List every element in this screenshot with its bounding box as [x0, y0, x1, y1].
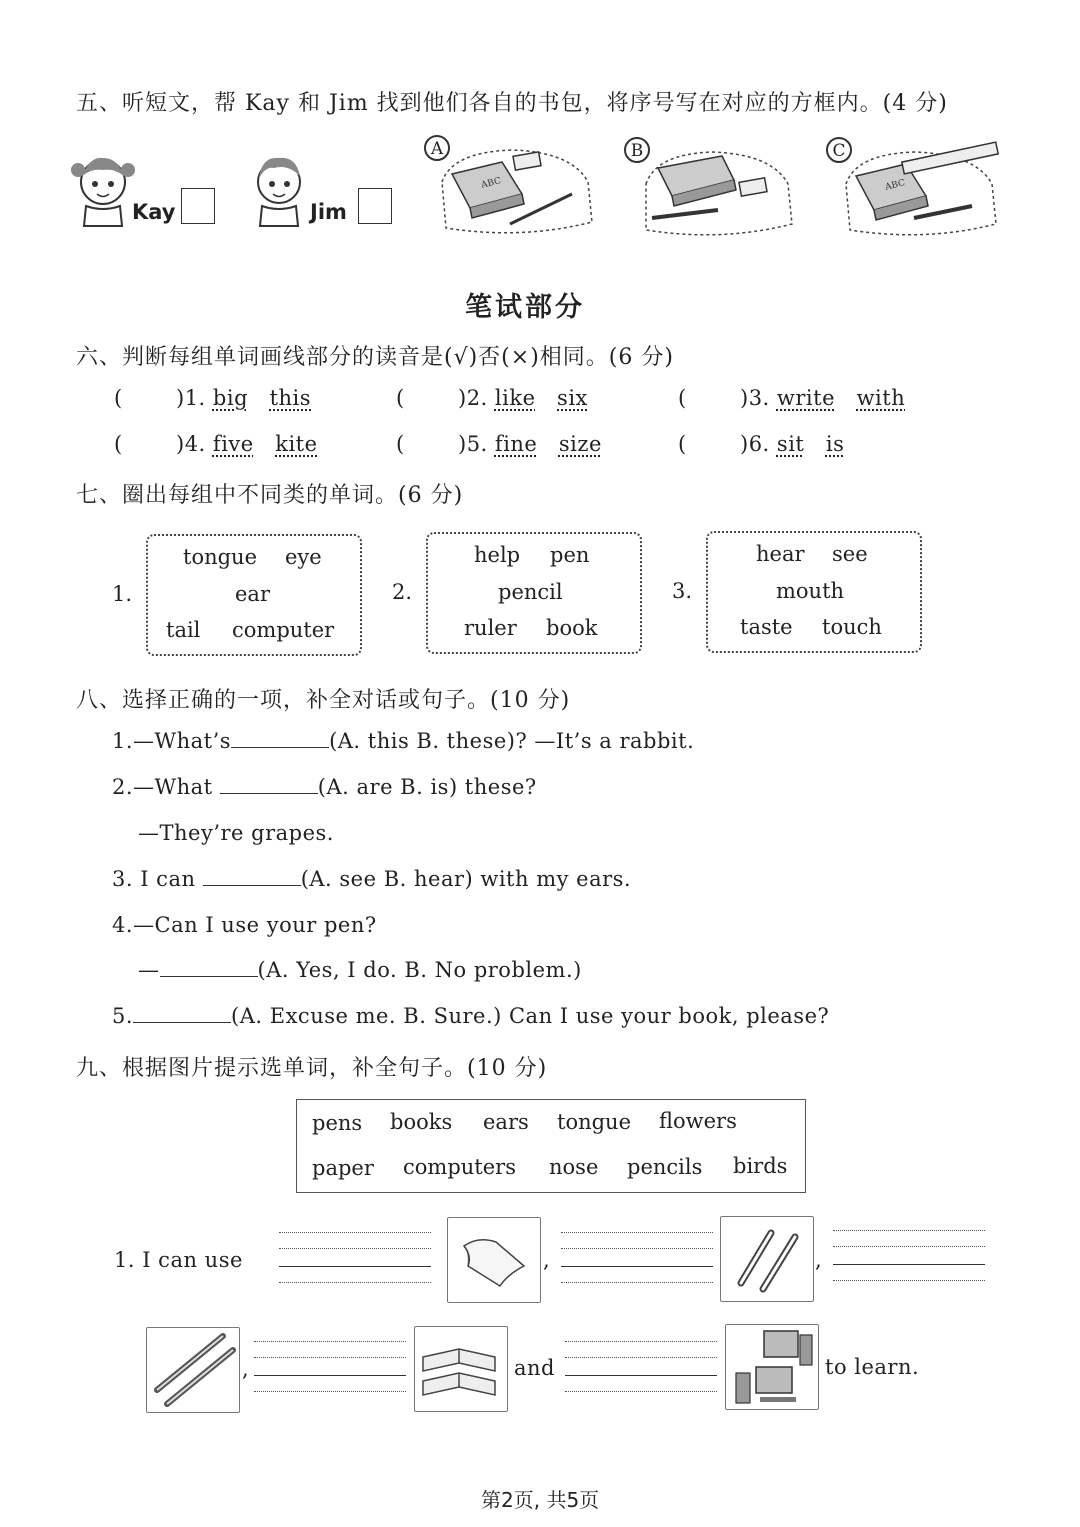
q6-item-2[interactable] — [458, 386, 588, 410]
q8-blank-5[interactable] — [133, 1004, 231, 1023]
jim-boy-illustration — [248, 150, 310, 228]
q8-text: (A. this B. these)? —It’s a rabbit. — [329, 729, 695, 753]
q6-word: sit — [776, 432, 805, 456]
q6-title: 六、判断每组单词画线部分的读音是(√)否(×)相同。(6 分) — [76, 345, 674, 370]
q8-text: (A. Excuse me. B. Sure.) Can I use your book, please? — [231, 1004, 830, 1028]
q8-blank-3[interactable] — [203, 867, 301, 886]
q6-item-3[interactable] — [740, 386, 905, 410]
q8-text: 3. I can — [112, 867, 196, 891]
q6-word: this — [269, 386, 312, 410]
q6-word: kite — [275, 432, 318, 456]
q8-text: — — [138, 958, 160, 982]
q7-word[interactable]: pencil — [498, 580, 563, 604]
q9-write-line-5[interactable] — [565, 1339, 717, 1393]
q6-word: like — [494, 386, 536, 410]
q6-word: with — [856, 386, 906, 410]
q8-text: (A. Yes, I do. B. No problem.) — [257, 958, 582, 982]
word-bank-word: books — [390, 1110, 453, 1134]
q8-blank-2[interactable] — [220, 775, 318, 794]
q7-word[interactable]: taste — [740, 615, 793, 639]
book-c-text: ABC — [884, 178, 907, 193]
q6-item-num: )5. — [458, 432, 488, 456]
pens-icon — [721, 1217, 813, 1301]
q6-open-paren: ( — [114, 432, 123, 456]
q8-item-2-reply: —They’re grapes. — [138, 821, 334, 845]
q9-write-line-3[interactable] — [833, 1228, 985, 1282]
paper-icon — [448, 1218, 540, 1302]
q6-item-num: )4. — [176, 432, 206, 456]
q8-text: 5. — [112, 1004, 134, 1028]
q7-word[interactable]: help — [474, 543, 521, 567]
q9-and-word: and — [514, 1356, 555, 1380]
q7-word[interactable]: see — [832, 542, 868, 566]
q7-word[interactable]: computer — [232, 618, 335, 642]
q9-title: 九、根据图片提示选单词，补全句子。(10 分) — [76, 1056, 548, 1081]
q7-word[interactable]: pen — [550, 543, 590, 567]
q8-item-4: 4.—Can I use your pen? — [112, 913, 377, 937]
q8-title: 八、选择正确的一项，补全对话或句子。(10 分) — [76, 688, 571, 713]
word-bank-word: tongue — [557, 1110, 632, 1134]
q7-word[interactable]: hear — [756, 542, 805, 566]
q6-open-paren: ( — [396, 386, 405, 410]
q8-blank-4[interactable] — [160, 958, 258, 977]
pencils-picture — [146, 1327, 240, 1413]
bag-b-letter: B — [630, 141, 644, 161]
q9-sentence-end: to learn. — [825, 1355, 920, 1379]
q7-group-1-number: 1. — [112, 582, 133, 606]
schoolbag-b-illustration — [622, 134, 798, 244]
q6-word: five — [212, 432, 254, 456]
page-indicator: 第2页, 共5页 — [481, 1488, 600, 1512]
q6-word: six — [557, 386, 588, 410]
word-bank-word: computers — [403, 1155, 516, 1179]
q8-item-3 — [112, 867, 631, 891]
q6-item-num: )6. — [740, 432, 770, 456]
q6-word: big — [212, 386, 249, 410]
q8-text: (A. are B. is) these? — [317, 775, 537, 799]
q6-item-1[interactable] — [176, 386, 311, 410]
q6-open-paren: ( — [396, 432, 405, 456]
kay-answer-box[interactable] — [181, 188, 215, 224]
written-section-heading: 笔试部分 — [465, 292, 585, 323]
word-bank-word: pens — [312, 1111, 363, 1135]
q6-word: fine — [494, 432, 538, 456]
q9-comma: , — [815, 1248, 823, 1272]
word-bank-word: flowers — [659, 1109, 737, 1133]
word-bank-word: ears — [483, 1110, 529, 1134]
schoolbag-a-illustration — [422, 132, 598, 242]
q6-item-num: )1. — [176, 386, 206, 410]
q8-item-2 — [112, 775, 537, 799]
q7-word[interactable]: tongue — [183, 545, 258, 569]
q8-text: 1.—What’s — [112, 729, 232, 753]
q6-word: write — [776, 386, 836, 410]
q6-item-num: )2. — [458, 386, 488, 410]
computers-icon — [726, 1325, 818, 1409]
word-bank-word: nose — [549, 1155, 599, 1179]
pens-picture — [720, 1216, 814, 1302]
books-icon — [415, 1327, 507, 1411]
q8-text: 2.—What — [112, 775, 213, 799]
q9-comma: , — [543, 1248, 551, 1272]
jim-label: Jim — [310, 200, 347, 224]
q7-word[interactable]: ear — [235, 582, 270, 606]
jim-answer-box[interactable] — [358, 188, 392, 224]
book-a-text: ABC — [480, 176, 503, 191]
q6-word: is — [825, 432, 845, 456]
q6-item-5[interactable] — [458, 432, 602, 456]
paper-picture — [447, 1217, 541, 1303]
q9-comma: , — [242, 1357, 250, 1381]
q7-group-2-number: 2. — [392, 580, 413, 604]
q8-blank-1[interactable] — [231, 729, 329, 748]
books-picture — [414, 1326, 508, 1412]
word-bank-word: paper — [312, 1156, 374, 1180]
word-bank-word: pencils — [627, 1155, 703, 1179]
q7-word[interactable]: ruler — [464, 616, 517, 640]
q6-item-6[interactable] — [740, 432, 844, 456]
q7-word[interactable]: tail — [166, 618, 201, 642]
q6-open-paren: ( — [114, 386, 123, 410]
q8-item-4-reply — [138, 958, 582, 982]
q6-open-paren: ( — [678, 432, 687, 456]
q7-word[interactable]: touch — [822, 615, 882, 639]
pencils-icon — [147, 1328, 239, 1412]
q9-write-line-1[interactable] — [279, 1230, 431, 1284]
q7-title: 七、圈出每组中不同类的单词。(6 分) — [76, 483, 464, 508]
bag-a-letter: A — [430, 139, 444, 159]
q9-sentence-start: 1. I can use — [114, 1248, 243, 1272]
q9-write-line-4[interactable] — [254, 1339, 406, 1393]
q9-write-line-2[interactable] — [561, 1230, 713, 1284]
computers-picture — [725, 1324, 819, 1410]
kay-label: Kay — [132, 200, 176, 224]
q6-word: size — [558, 432, 602, 456]
q7-group-3-number: 3. — [672, 579, 693, 603]
q8-item-1 — [112, 729, 694, 753]
bag-c-letter: C — [832, 141, 846, 161]
q7-word[interactable]: eye — [285, 545, 322, 569]
schoolbag-c-illustration — [822, 134, 1008, 244]
word-bank-word: birds — [733, 1154, 788, 1178]
q7-word[interactable]: book — [546, 616, 598, 640]
q7-word[interactable]: mouth — [776, 579, 845, 603]
q8-item-5 — [112, 1004, 829, 1028]
q6-open-paren: ( — [678, 386, 687, 410]
q6-item-4[interactable] — [176, 432, 318, 456]
q6-item-num: )3. — [740, 386, 770, 410]
kay-girl-illustration — [70, 150, 136, 228]
q5-title: 五、听短文，帮 Kay 和 Jim 找到他们各自的书包，将序号写在对应的方框内。(4 分) — [76, 91, 948, 116]
q8-text: (A. see B. hear) with my ears. — [300, 867, 632, 891]
